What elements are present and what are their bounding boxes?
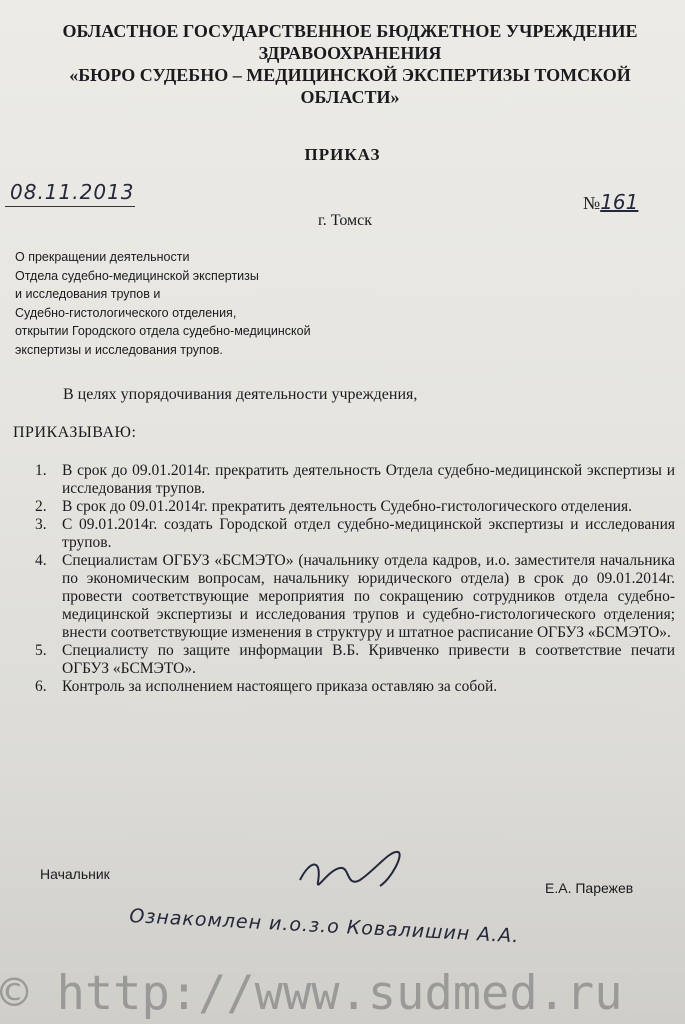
- signatory-name: Е.А. Парежев: [545, 880, 634, 896]
- list-item: [35, 498, 675, 516]
- item-text: Специалисту по защите информации В.Б. Кривченко привести в соответствие печати ОГБУЗ «БСМЭТО».: [62, 642, 675, 677]
- header-line: ОБЛАСТНОЕ ГОСУДАРСТВЕННОЕ БЮДЖЕТНОЕ УЧРЕЖДЕНИЕ: [62, 21, 638, 41]
- order-items: [35, 462, 675, 696]
- order-number: [583, 190, 638, 214]
- handwritten-signature: [280, 840, 440, 900]
- subject-line: О прекращении деятельности: [15, 250, 190, 264]
- list-item: [35, 462, 675, 498]
- watermark: © http://www.sudmed.ru: [0, 966, 623, 1021]
- list-item: [35, 552, 675, 642]
- item-number: 5.: [35, 642, 47, 659]
- subject-line: и исследования трупов и: [15, 287, 161, 302]
- handwritten-acknowledgement: Ознакомлен и.о.з.о Ковалишин А.А.: [128, 905, 520, 948]
- item-text: Специалистам ОГБУЗ «БСМЭТО» (начальнику отдела кадров, и.о. заместителя начальника по экономическим вопросам, начальнику юридического отдела) в срок до 09.01.2014г. провести соответствующие мероприятия по сокращению сотрудников отдела судебно-медицинской экспертизы и исследования трупов и судебно-гистологического отделения; внести соответствующие изменения в структуру и штатное расписание ОГБУЗ «БСМЭТО».: [62, 552, 675, 641]
- intro-text: В целях упорядочивания деятельности учреждения,: [63, 386, 418, 403]
- subject-line: Отдела судебно-медицинской экспертизы: [15, 268, 259, 283]
- subject-line: экспертизы и исследования трупов.: [15, 342, 223, 357]
- document-title: ПРИКАЗ: [304, 145, 381, 164]
- list-item: [35, 678, 675, 696]
- item-number: 3.: [35, 516, 47, 533]
- number-value: 161: [600, 190, 639, 214]
- item-text: С 09.01.2014г. создать Городской отдел судебно-медицинской экспертизы и исследования трупов.: [62, 516, 675, 551]
- header-line: ОБЛАСТИ»: [300, 87, 400, 107]
- header-line: ЗДРАВООХРАНЕНИЯ: [258, 43, 442, 63]
- item-text: В срок до 09.01.2014г. прекратить деятельность Судебно-гистологического отделения.: [62, 498, 632, 515]
- item-number: 4.: [35, 552, 47, 569]
- list-item: [35, 642, 675, 678]
- order-date: 08.11.2013: [10, 180, 135, 204]
- city: г. Томск: [318, 212, 373, 229]
- item-number: 1.: [35, 462, 47, 479]
- item-text: Контроль за исполнением настоящего приказа оставляю за собой.: [62, 678, 498, 695]
- list-item: [35, 516, 675, 552]
- organization-header: [20, 20, 680, 108]
- date-underline: [5, 206, 135, 207]
- subject-line: открытии Городского отдела судебно-медицинской: [15, 324, 311, 339]
- order-subject: [15, 248, 375, 360]
- header-line: «БЮРО СУДЕБНО – МЕДИЦИНСКОЙ ЭКСПЕРТИЗЫ ТОМСКОЙ: [69, 65, 631, 85]
- item-number: 6.: [35, 678, 47, 695]
- signatory-title: Начальник: [40, 866, 110, 882]
- subject-line: Судебно-гистологического отделения,: [15, 305, 237, 320]
- item-text: В срок до 09.01.2014г. прекратить деятельность Отдела судебно-медицинской экспертизы и исследования трупов.: [62, 462, 675, 497]
- number-label: №: [583, 193, 601, 213]
- item-number: 2.: [35, 498, 47, 515]
- order-word: ПРИКАЗЫВАЮ:: [13, 424, 137, 441]
